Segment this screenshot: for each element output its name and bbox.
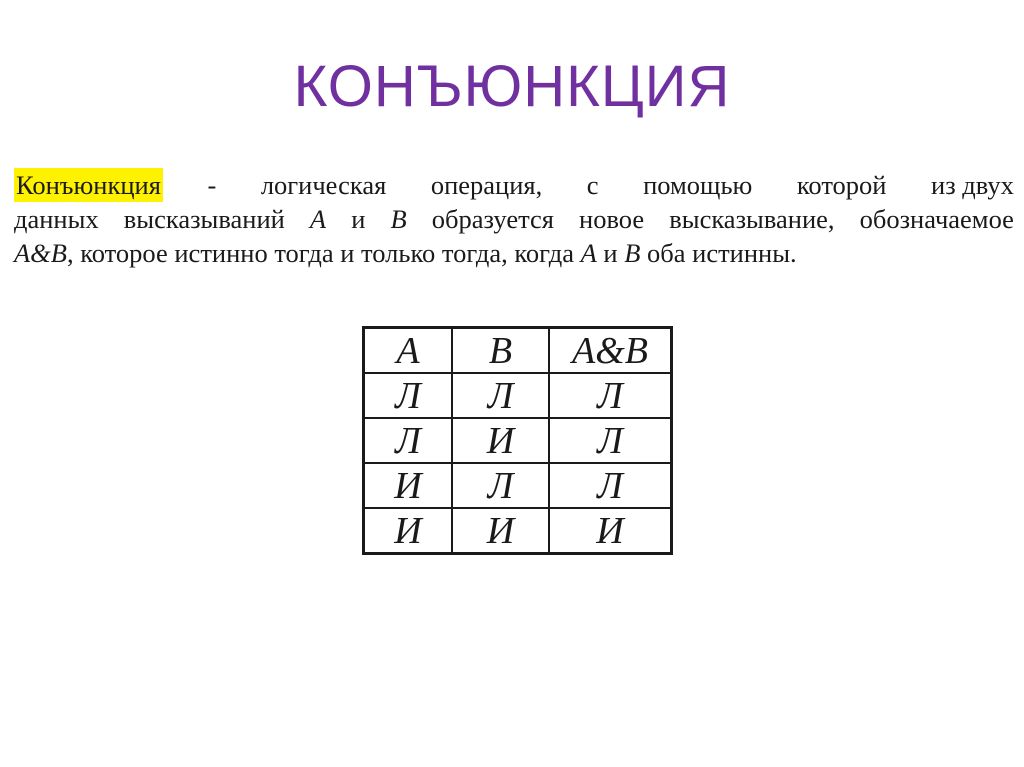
definition-line-2 [14,202,1014,236]
truth-table-row [364,373,672,418]
definition-word: образуется [431,204,554,234]
definition-word: которой [796,170,887,200]
table-cell: И [452,418,549,463]
variable-b: B [390,204,407,234]
truth-table-row [364,508,672,554]
truth-table-header-row [364,328,672,374]
variable-a: A [580,238,597,268]
table-cell: Л [364,373,453,418]
definition-word: с [586,170,599,200]
table-cell: Л [549,373,672,418]
definition-word: высказывание, [669,204,835,234]
header-cell-a-and-b: A&B [549,328,672,374]
header-cell-b: B [452,328,549,374]
definition-word: высказываний [123,204,285,234]
definition-word: - [207,170,217,200]
table-cell: Л [452,463,549,508]
table-cell: Л [364,418,453,463]
table-cell: И [364,463,453,508]
table-cell: Л [549,418,672,463]
definition-text: оба истинны. [640,238,797,268]
variable-b: B [624,238,641,268]
truth-table-row [364,463,672,508]
truth-table-container [362,326,673,555]
highlighted-term: Конъюнкция [16,170,161,200]
table-cell: Л [549,463,672,508]
truth-table-row [364,418,672,463]
definition-paragraph [14,168,1014,270]
definition-word: логическая [260,170,387,200]
table-cell: И [364,508,453,554]
header-cell-a: A [364,328,453,374]
definition-word: операция, [430,170,543,200]
variable-a: A [309,204,327,234]
definition-text: и [596,238,625,268]
table-cell: И [452,508,549,554]
definition-word: данных [14,204,99,234]
definition-word: и [351,204,366,234]
truth-table [362,326,673,555]
definition-line-3 [14,236,1014,270]
table-cell: И [549,508,672,554]
slide-title: КОНЪЮНКЦИЯ [293,54,731,119]
definition-word: из двух [931,170,1014,200]
definition-text: , которое истинно тогда и только тогда, когда [67,238,581,268]
definition-word: обозначаемое [859,204,1014,234]
table-cell: Л [452,373,549,418]
formula-a-and-b: A&B [14,238,67,268]
definition-line-1 [14,168,1014,202]
definition-word: новое [579,204,645,234]
definition-word: помощью [643,170,753,200]
